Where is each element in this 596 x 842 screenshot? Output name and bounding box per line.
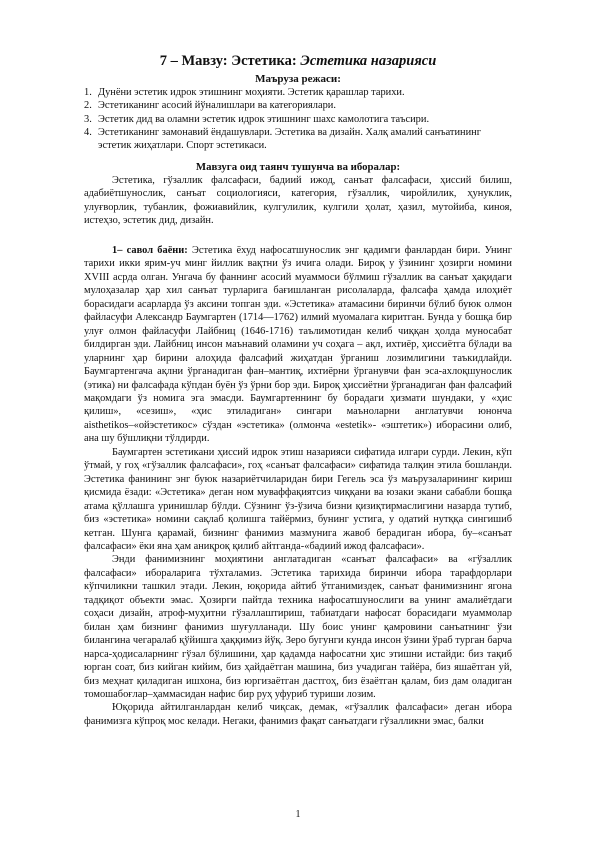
plan-item-text: Эстетик дид ва оламни эстетик идрок этишнинг шахс камолотига таъсири. [98,113,430,125]
page-number: 1 [295,809,301,820]
plan-item [84,126,512,153]
lecture-plan-heading: Маъруза режаси: [255,73,341,85]
key-terms-heading: Мавзуга оид таянч тушунча ва иборалар: [195,161,401,173]
plan-item-number: 1. [84,87,92,98]
paragraph-text: Эстетика ёхуд нафосатшунослик энг қадимги фанлардан бири. Унинг тарихи икки ярим-уч минг йиллик вақтни ўз ичига олади. Бироқ у ўзининг ҳозирги номини ХVIII асрда олган. Унгача бу фаннинг асосий муаммоси бўлмиш гўзаллик ва санъат ҳақидаги мулоҳазалар ҳар хил санъат турларига бағишланган рисолаларда, фалсафа ҳамда илоҳиёт борасидаги асарларда ўз аксини топган эди. «Эстетика» атамасини биринчи бўлиб буюк олмон файласуфи Александр Баумгартен (1714—1762) илмий муомалага киритган. Бунда у бошқа бир улуғ олмон файласуфи Лайбниц (1646-1716) таълимотидан келиб чиққан ҳолда муносабат билдирган эди. Лайбниц инсон маънавий оламини уч соҳага – ақл, ихтиёр, ҳиссиётга бўлади ва уларнинг ҳар бирини алоҳида фалсафий жиҳатдан ўрганиш лозимлигини таъкидлайди. Баумгартенгача ақлни ўрганадиган фан–мантиқ, ихтиёрни ўрганувчи фан эса-ахлоқшунослик (этика) ни фалсафада кўпдан буён ўз ўрни бор эди. Бироқ ҳиссиётни ўрганадиган фан фалсафий мақомдаги ўз номига эга эмасди. Баумгартеннинг бу борадаги ҳизмати шундаки, у «ҳис қилиш», «сезиш», «ҳис этиладиган» сингари маъноларни англатувчи юнонча aisthetikos–«ойэстетикос» сўздан «эстетика» (олмонча «estetik»- «эштетик») иборасини олиб, ана шу бўшлиқни тўлдирди. [84,245,513,445]
plan-item-number: 2. [84,100,92,112]
plan-item [84,113,512,126]
title-main: 7 – Мавзу: Эстетика: [159,53,301,69]
plan-item-text: Эстетиканинг замонавий ёндашувлари. Эстетика ва дизайн. Халқ амалий санъатининг эстетик жиҳатлари. Спорт эстетикаси. [98,126,481,152]
paragraph: Баумгартен эстетикани ҳиссий идрок этиш назарияси сифатида илгари сурди. Лекин, кўп ўтмай, у гоҳ «гўзаллик фалсафаси», гоҳ «санъат фалсафаси» сифатида талқин этила бошланди. Эстетика фанининг энг буюк назариётчиларидан бири Гегель эса ўз маърузаларининг кириш қисмида ёзади: «Эстетика» деган ном муваффақиятсиз чиққани ва юзаки экани сабабли бошқа атама қўллашга уринишлар бўлди. Сўзнинг ўз-ўзича бизни қизиқтирмаслигини назарда тутиб, биз «эстетика» номини сақлаб қолишга тайёрмиз, бунинг устига, у одатий нутққа сингишиб кетган. Шунга қарамай, бизнинг фанимиз мазмунига жавоб берадиган ибора, бу–«санъат фалсафаси» ёки яна ҳам аниқроқ қилиб айтганда-«бадиий ижод фалсафаси». [84,446,512,552]
paragraph: Энди фанимизнинг моҳиятини англатадиган «санъат фалсафаси» ва «гўзаллик фалсафаси» ибораларига тўхталамиз. Эстетика тарихида биринчи ибора тарафдорлари кўпчиликни ташкил этади. Лекин, юқорида айтиб ўтганимиздек, санъат фанимизнинг ягона тадқиқот объекти эмас. Ҳозирги пайтда техника нафосатшунослиги ва унинг амалиётдаги соҳаси дизайн, атроф-муҳитни гўзаллаштириш, табиатдаги нафосат борасидаги муаммолар билан ҳам бизнинг фанимиз шуғулланади. Шу боис унинг қамровини санъатнинг ўзи билангина чегаралаб қўйишга ҳаққимиз йўқ. Зеро бугунги кунда инсон ўзини ўраб турган барча нарса-ҳодисаларнинг гўзал бўлишини, ҳар қадамда нафосатни ҳис этишни истайди: биз тақиб юрган соат, биз кийган кийим, биз ҳайдаётган машина, биз учадиган тайёра, биз яшаётган уй, биз меҳнат қиладиган ишхона, биз юргизаётган дастгоҳ, биз ёзаётган қалам, биз дам оладиган томошабоғлар–ҳаммасидан нафис бир руҳ уфуриб туриши лозим. [84,554,512,700]
page-title [0,52,596,70]
plan-item [84,86,512,99]
paragraph [84,244,512,446]
plan-item-number: 3. [84,113,92,125]
plan-item-text: Дунёни эстетик идрок этишнинг моҳияти. Эстетик қарашлар тарихи. [98,87,405,98]
lecture-plan-list [84,86,512,152]
plan-item-number: 4. [84,126,92,138]
paragraph: Юқорида айтилганлардан келиб чиқсак, демак, «гўзаллик фалсафаси» деган ибора фанимизга кўпроқ мос келади. Негаки, фанимиз фақат санъатдаги гўзалликни эмас, балки [84,702,512,727]
main-text [84,244,512,728]
question-lead: 1– савол баёни: [112,245,188,256]
plan-item [84,99,512,112]
key-terms-block [84,174,512,228]
plan-item-text: Эстетиканинг асосий йўналишлари ва категориялари. [98,100,336,112]
title-emphasis: Эстетика назарияси [300,53,437,69]
key-terms-paragraph: Эстетика, гўзаллик фалсафаси, бадиий ижод, санъат фалсафаси, ҳиссий билиш, адабиётшунослик, санъат социологияси, категория, гўзаллик, чиройлилик, ҳунуклик, улуғворлик, тубанлик, фожиавийлик, кулгулилик, кулгили ҳолат, ҳазил, мутойиба, киноя, истеҳзо, эстетик дид, дизайн. [84,175,512,227]
